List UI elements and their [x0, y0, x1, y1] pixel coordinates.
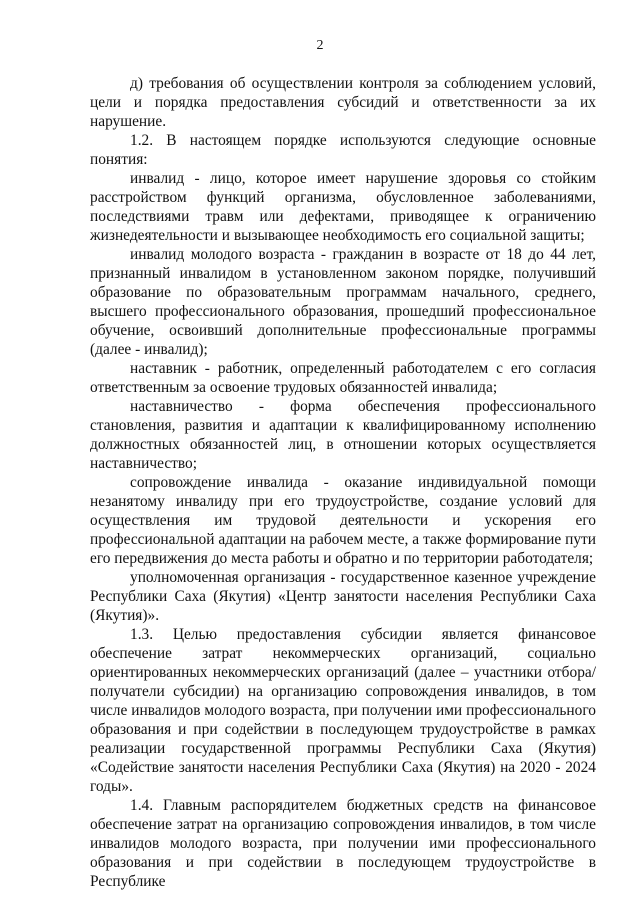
- definition-support: сопровождение инвалида - оказание индивидуальной помощи незанятому инвалиду при его трудоустройстве, создание условий для осуществления им трудовой деятельности и ускорения его профессиональной адаптации на рабочем месте, а также формирование пути его передвижения до места работы и обратно и по территории работодателя;: [90, 474, 596, 567]
- definition-mentorship: наставничество - форма обеспечения профессионального становления, развития и адаптации к квалифицированному исполнению должностных обязанностей лиц, в отношении которых осуществляется наставничество;: [90, 398, 596, 472]
- paragraph-1-4-budget-manager: 1.4. Главным распорядителем бюджетных средств на финансовое обеспечение затрат на организацию сопровождения инвалидов, в том числе инвалидов молодого возраста, при получении ими профессионального образования и при содействии в последующем трудоустройстве в Республике: [90, 797, 596, 890]
- definition-mentor: наставник - работник, определенный работодателем с его согласия ответственным за освоение трудовых обязанностей инвалида;: [90, 360, 596, 396]
- paragraph-1-3-purpose: 1.3. Целью предоставления субсидии является финансовое обеспечение затрат некоммерческих организаций, социально ориентированных некоммерческих организаций (далее – участники отбора/получатели субсидии) на организацию сопровождения инвалидов, в том числе инвалидов молодого возраста, при получении ими профессионального образования и при содействии в последующем трудоустройстве в рамках реализации государственной программы Республики Саха (Якутия) «Содействие занятости населения Республики Саха (Якутия) на 2020 - 2024 годы».: [90, 626, 596, 795]
- definition-authorized-organization: уполномоченная организация - государственное казенное учреждение Республики Саха (Якутия) «Центр занятости населения Республики Саха (Якутия)».: [90, 569, 596, 624]
- page-number: 2: [316, 38, 324, 53]
- definition-invalid: инвалид - лицо, которое имеет нарушение здоровья со стойким расстройством функций организма, обусловленное заболеваниями, последствиями травм или дефектами, приводящее к ограничению жизнедеятельности и вызывающее необходимость его социальной защиты;: [90, 170, 596, 244]
- paragraph-1d-requirements: д) требования об осуществлении контроля за соблюдением условий, цели и порядка предоставления субсидий и ответственности за их нарушение.: [90, 75, 596, 130]
- definition-young-invalid: инвалид молодого возраста - гражданин в возрасте от 18 до 44 лет, признанный инвалидом в установленном законом порядке, получивший образование по образовательным программам начального, среднего, высшего профессионального образования, прошедший профессиональное обучение, освоивший дополнительные профессиональные программы (далее - инвалид);: [90, 246, 596, 358]
- document-body: [90, 74, 596, 891]
- paragraph-1-2-intro: 1.2. В настоящем порядке используются следующие основные понятия:: [90, 132, 596, 168]
